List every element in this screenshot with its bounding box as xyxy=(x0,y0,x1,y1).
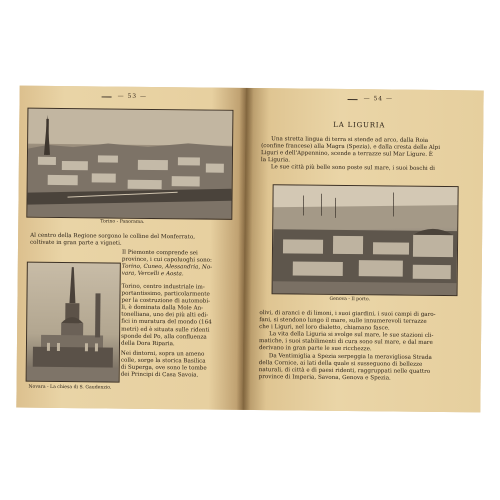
genoa-port-photo xyxy=(272,184,459,296)
right-page xyxy=(242,88,483,412)
text-line: della Dora Riparia. xyxy=(120,340,175,347)
text-line: Le sue città più belle sono poste sul mare, i suoi boschi di xyxy=(270,164,435,173)
text-line: Liguri e dell'Appennino, scende a terrazze sul Mar Ligure. È xyxy=(260,150,433,159)
turin-panorama-photo xyxy=(26,108,233,220)
text-line: vara, Vercelli e Aosta. xyxy=(121,270,184,278)
piemonte-paragraph xyxy=(122,250,242,280)
divider xyxy=(102,96,112,97)
text-line: di Superga, ove sono le tombe xyxy=(120,364,207,372)
open-book xyxy=(16,86,483,413)
divider xyxy=(348,99,358,100)
text-line: Torino, centro industriale im- xyxy=(121,283,205,291)
text-line: Una stretta lingua di terra si stende ad arco, dalla Roia xyxy=(271,136,429,144)
text-line: dei Principi di Casa Savoia. xyxy=(120,371,199,379)
left-page xyxy=(16,86,245,410)
text-line: derivano in gran parte le sue ricchezze. xyxy=(258,345,372,353)
text-line: province, i cui capoluoghi sono: xyxy=(121,256,212,264)
photo-caption: Genova - Il porto. xyxy=(329,296,371,303)
text-line: Nei dintorni, sopra un ameno xyxy=(120,350,205,358)
text-line: La vita della Liguria si svolge sul mare, le sue stazioni cli- xyxy=(269,331,434,340)
text-line: per la costruzione di automobi- xyxy=(121,297,211,305)
text-line: li, è dominata dalla Mole An- xyxy=(121,304,204,312)
text-line: olivi, di aranci e di limoni, i suoi giardini, i suoi campi di garo- xyxy=(259,310,436,318)
page-number: — 53 — xyxy=(117,92,148,100)
liguria-body-paragraph xyxy=(259,310,476,383)
text-line: fici in muratura del mondo (164 xyxy=(121,319,212,327)
photo-caption: Novara - La chiesa di S. Gaudenzio. xyxy=(28,384,112,391)
text-line: coltivate in gran parte a vigneti. xyxy=(30,239,122,247)
page-number: — 54 — xyxy=(363,95,394,103)
text-line: matiche, i suoi stabilimenti di cura sono sul mare, e dal mare xyxy=(259,338,433,347)
torino-paragraph xyxy=(121,284,242,349)
text-line: metri) ed è situata sulle ridenti xyxy=(121,326,210,334)
novara-church-photo xyxy=(26,262,121,383)
text-line: che i Liguri, nel loro dialetto, chiamano fasce. xyxy=(259,324,390,332)
text-line: (confine francese) alla Magra (Spezia), e dalla cresta delle Alpi xyxy=(261,143,441,152)
text-line: province di Imperia, Savona, Genova e Spezia. xyxy=(258,373,391,382)
photo-caption: Torino - Panorama. xyxy=(100,219,145,225)
text-line: la Liguria. xyxy=(260,157,291,164)
text-line: Al centro della Regione sorgono le colline del Monferrato, xyxy=(30,232,196,241)
text-line: Da Ventimiglia a Spezia serpeggia la meravigliosa Strada xyxy=(268,352,432,361)
text-line: tonelliana, uno dei più alti edi- xyxy=(121,312,209,319)
text-line: Torino, Cuneo, Alessandria, No- xyxy=(121,263,213,271)
dintorni-paragraph xyxy=(121,351,241,381)
liguria-intro-paragraph xyxy=(261,136,475,174)
text-line: portantissimo, particolarmente xyxy=(121,290,210,298)
text-line: fani, si stendono lungo il mare, sulle innumerevoli terrazze xyxy=(259,317,427,325)
intro-paragraph xyxy=(30,233,240,249)
text-line: sponde del Po, alla confluenza xyxy=(121,333,207,341)
text-line: della Cornice, ai lati della quale si susseguono di bellezze xyxy=(258,359,423,368)
text-line: naturali, di città e di paesi ridenti, raggruppati nelle quattro xyxy=(258,366,431,375)
text-line: colle, sorge la storica Basilica xyxy=(120,357,206,365)
section-heading: LA LIGURIA xyxy=(333,120,386,130)
text-line: Il Piemonte comprende sei xyxy=(121,249,198,257)
